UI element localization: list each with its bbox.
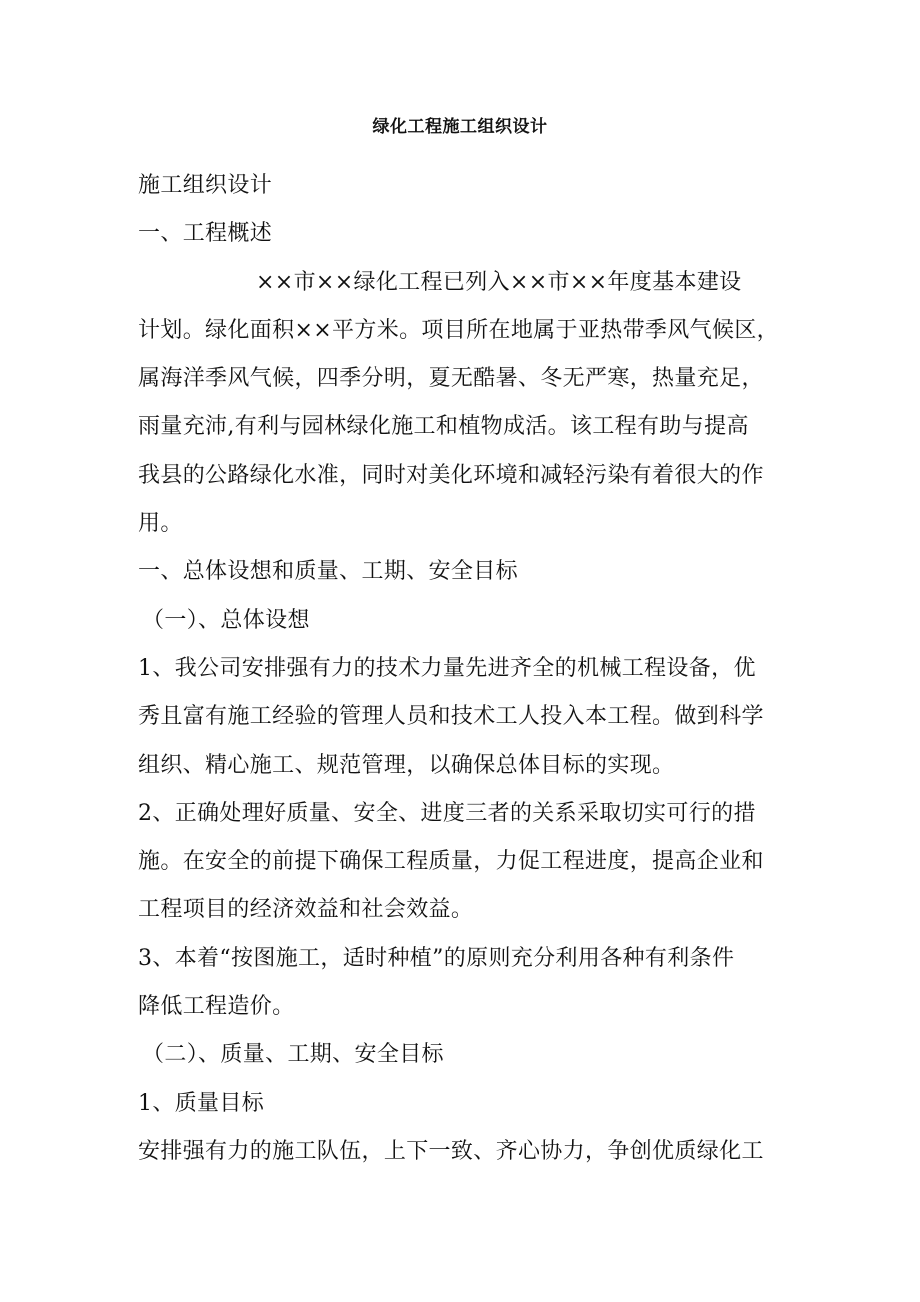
document-body <box>138 162 788 1176</box>
paragraph-line: 1、我公司安排强有力的技术力量先进齐全的机械工程设备，优 <box>138 655 756 681</box>
paragraph-line: 计划。绿化面积××平方米。项目所在地属于亚热带季风气候区， <box>138 317 780 343</box>
paragraph-line: 2、正确处理好质量、安全、进度三者的关系采取切实可行的措 <box>138 800 756 826</box>
paragraph-line: 安排强有力的施工队伍，上下一致、齐心协力，争创优质绿化工 <box>138 1138 764 1164</box>
section-heading: 施工组织设计 <box>138 173 273 198</box>
paragraph-line: 我县的公路绿化水准，同时对美化环境和减轻污染有着很大的作 <box>138 462 764 488</box>
document-title: 绿化工程施工组织设计 <box>372 117 548 137</box>
paragraph-line: 组织、精心施工、规范管理，以确保总体目标的实现。 <box>138 752 675 778</box>
section-heading: 一、工程概述 <box>138 221 273 247</box>
subsection-heading: （一）、总体设想 <box>142 607 310 633</box>
paragraph-line: 降低工程造价。 <box>138 994 295 1020</box>
subsection-heading: （二）、质量、工期、安全目标 <box>142 1042 444 1068</box>
paragraph-line: 3、本着“按图施工，适时种植”的原则充分利用各种有利条件 <box>138 945 735 971</box>
paragraph-line: 工程项目的经济效益和社会效益。 <box>138 897 474 923</box>
paragraph-line: 秀且富有施工经验的管理人员和技术工人投入本工程。做到科学 <box>138 704 764 730</box>
paragraph-line: 属海洋季风气候，四季分明，夏无酷暑、冬无严寒，热量充足， <box>138 366 764 392</box>
paragraph-line: 雨量充沛,有利与园林绿化施工和植物成活。该工程有助与提高 <box>138 414 749 440</box>
subsection-heading: 1、质量目标 <box>138 1090 265 1116</box>
paragraph-line: 施。在安全的前提下确保工程质量，力促工程进度，提高企业和 <box>138 849 764 875</box>
paragraph-line: 用。 <box>138 511 183 537</box>
paragraph-line: ××市××绿化工程已列入××市××年度基本建设 <box>256 269 742 295</box>
section-heading: 一、总体设想和质量、工期、安全目标 <box>138 559 518 585</box>
